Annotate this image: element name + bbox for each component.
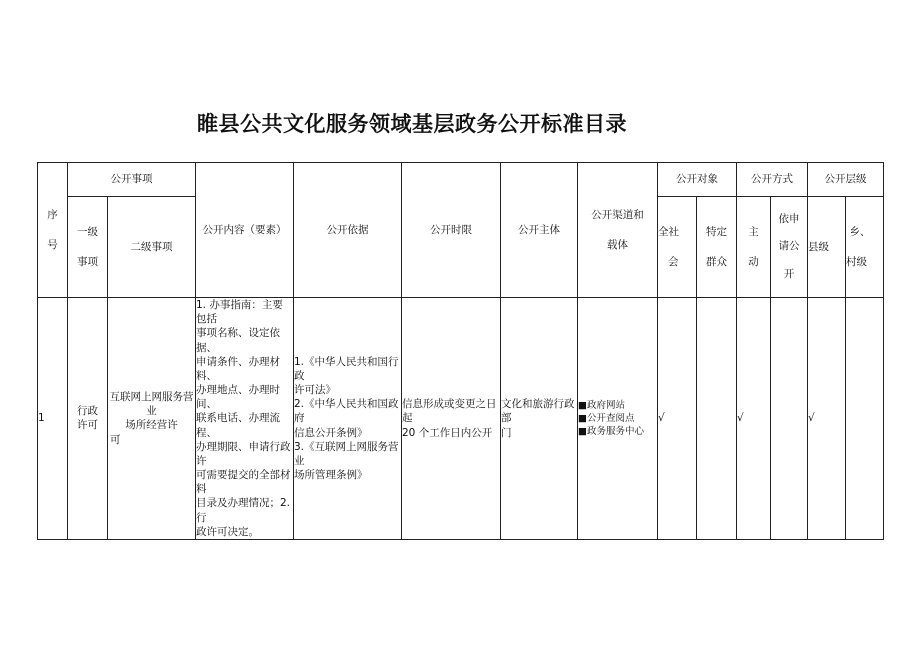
header-subject: 公开主体	[501, 163, 578, 298]
header-level-township: 乡、 村级	[846, 197, 884, 298]
row-method-apply	[771, 298, 808, 540]
header-method-apply: 依申 请公 开	[771, 197, 808, 298]
header-basis: 公开依据	[294, 163, 402, 298]
document-title-text: 睢县公共文化服务领域基层政务公开标准目录	[197, 112, 627, 136]
channel-item: ■公开查阅点	[578, 412, 635, 424]
row-method-active: √	[737, 298, 771, 540]
row-level-county: √	[808, 298, 846, 540]
row-basis: 1.《中华人民共和国行政 许可法》 2.《中华人民共和国政府 信息公开条例》 3.《互联网上网服务营业 场所管理条例》	[294, 298, 402, 540]
header-target: 公开对象	[658, 163, 737, 197]
header-level1: 一级 事项	[68, 197, 108, 298]
channel-item: ■政府网站	[578, 399, 625, 411]
row-channels	[578, 298, 658, 540]
header-level: 公开层级	[808, 163, 884, 197]
row-time-limit: 信息形成或变更之日起 20 个工作日内公开	[402, 298, 501, 540]
catalog-table	[37, 162, 884, 540]
header-row-1	[38, 163, 884, 197]
row-seq: 1	[38, 298, 68, 540]
header-public-matter: 公开事项	[68, 163, 196, 197]
header-target-specific: 特定 群众	[697, 197, 737, 298]
row-target-all: √	[658, 298, 697, 540]
document-title	[0, 108, 920, 138]
row-content: 1. 办事指南：主要包括 事项名称、设定依据、 申请条件、办理材料、 办理地点、办理时间、 联系电话、办理流程、 办理期限、申请行政许 可需要提交的全部材料 目录及办理情况；2. 行 政许可决定。	[196, 298, 294, 540]
header-method: 公开方式	[737, 163, 808, 197]
header-level-county: 县级	[808, 197, 846, 298]
row-target-specific	[697, 298, 737, 540]
header-content: 公开内容（要素）	[196, 163, 294, 298]
header-method-active: 主 动	[737, 197, 771, 298]
channel-item: ■政务服务中心	[578, 426, 644, 438]
header-seq: 序 号	[38, 163, 68, 298]
row-level1: 行政 许可	[68, 298, 108, 540]
row-level-township	[846, 298, 884, 540]
header-time-limit: 公开时限	[402, 163, 501, 298]
header-level2: 二级事项	[108, 197, 196, 298]
header-target-all: 全社 会	[658, 197, 697, 298]
table-row	[38, 298, 884, 540]
header-channel: 公开渠道和 载体	[578, 163, 658, 298]
row-level2: 互联网上网服务营业 场所经营许 可	[108, 298, 196, 540]
row-subject: 文化和旅游行政部 门	[501, 298, 578, 540]
